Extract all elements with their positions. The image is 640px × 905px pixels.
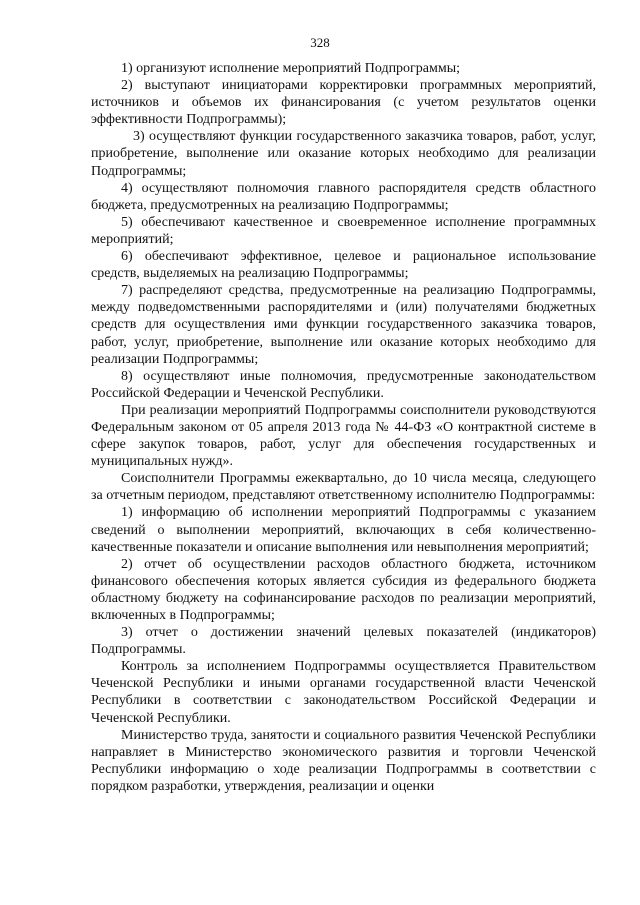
paragraph-item-3: 3) осуществляют функции государственного заказчика товаров, работ, услуг, приобретение, выполнение или оказание которых необходимо для реализации Подпрограммы; [91,129,596,179]
paragraph-report-item-1: 1) информацию об исполнении мероприятий Подпрограммы с указанием сведений о выполнении мероприятий, включающих в себя количественно-качественные показатели и описание выполнения или невыполнения мероприятий; [91,505,596,555]
page-number: 328 [310,35,330,50]
paragraph-control: Контроль за исполнением Подпрограммы осуществляется Правительством Чеченской Республики и иными органами государственной власти Чеченской Республики в соответствии с законодательством Российской Федерации и Чеченской Республики. [91,659,596,726]
paragraph-report-item-3: 3) отчет о достижении значений целевых показателей (индикаторов) Подпрограммы. [91,625,596,658]
paragraph-item-2: 2) выступают инициаторами корректировки программных мероприятий, источников и объемов их финансирования (с учетом результатов оценки эффективности Подпрограммы); [91,78,596,128]
paragraph-item-6: 6) обеспечивают эффективное, целевое и рациональное использование средств, выделяемых на реализацию Подпрограммы; [91,249,596,282]
paragraph-law-reference: При реализации мероприятий Подпрограммы соисполнители руководствуются Федеральным законом от 05 апреля 2013 года № 44-ФЗ «О контрактной системе в сфере закупок товаров, работ, услуг для обеспечения государственных и муниципальных нужд». [91,402,596,470]
paragraph-report-item-2: 2) отчет об осуществлении расходов областного бюджета, источником финансового обеспечения которых является субсидия из федерального бюджета областному бюджету на софинансирование расходов по реализации мероприятий, включенных в Подпрограммы; [91,556,596,623]
paragraph-item-5: 5) обеспечивают качественное и своевременное исполнение программных мероприятий; [91,214,596,247]
paragraph-item-4: 4) осуществляют полномочия главного распорядителя средств областного бюджета, предусмотренных на реализацию Подпрограммы; [91,180,596,213]
paragraph-item-7: 7) распределяют средства, предусмотренные на реализацию Подпрограммы, между подведомственными распорядителями и (или) получателями бюджетных средств для осуществления ими функции государственного заказчика товаров, работ, услуг, приобретение, выполнение или оказание которых необходимо для реализации Подпрограммы; [91,283,596,367]
paragraph-reporting-intro: Соисполнители Программы ежеквартально, до 10 числа месяца, следующего за отчетным периодом, представляют ответственному исполнителю Подпрограммы: [91,471,596,504]
paragraph-item-8: 8) осуществляют иные полномочия, предусмотренные законодательством Российской Федерации и Чеченской Республики. [91,368,596,401]
paragraph-ministry: Министерство труда, занятости и социального развития Чеченской Республики направляет в Министерство экономического развития и торговли Чеченской Республики информацию о ходе реализации Подпрограммы в соответствии с порядком разработки, утверждения, реализации и оценки [91,727,596,794]
paragraph-item-1: 1) организуют исполнение мероприятий Подпрограммы; [121,61,461,76]
document-body [91,60,596,795]
